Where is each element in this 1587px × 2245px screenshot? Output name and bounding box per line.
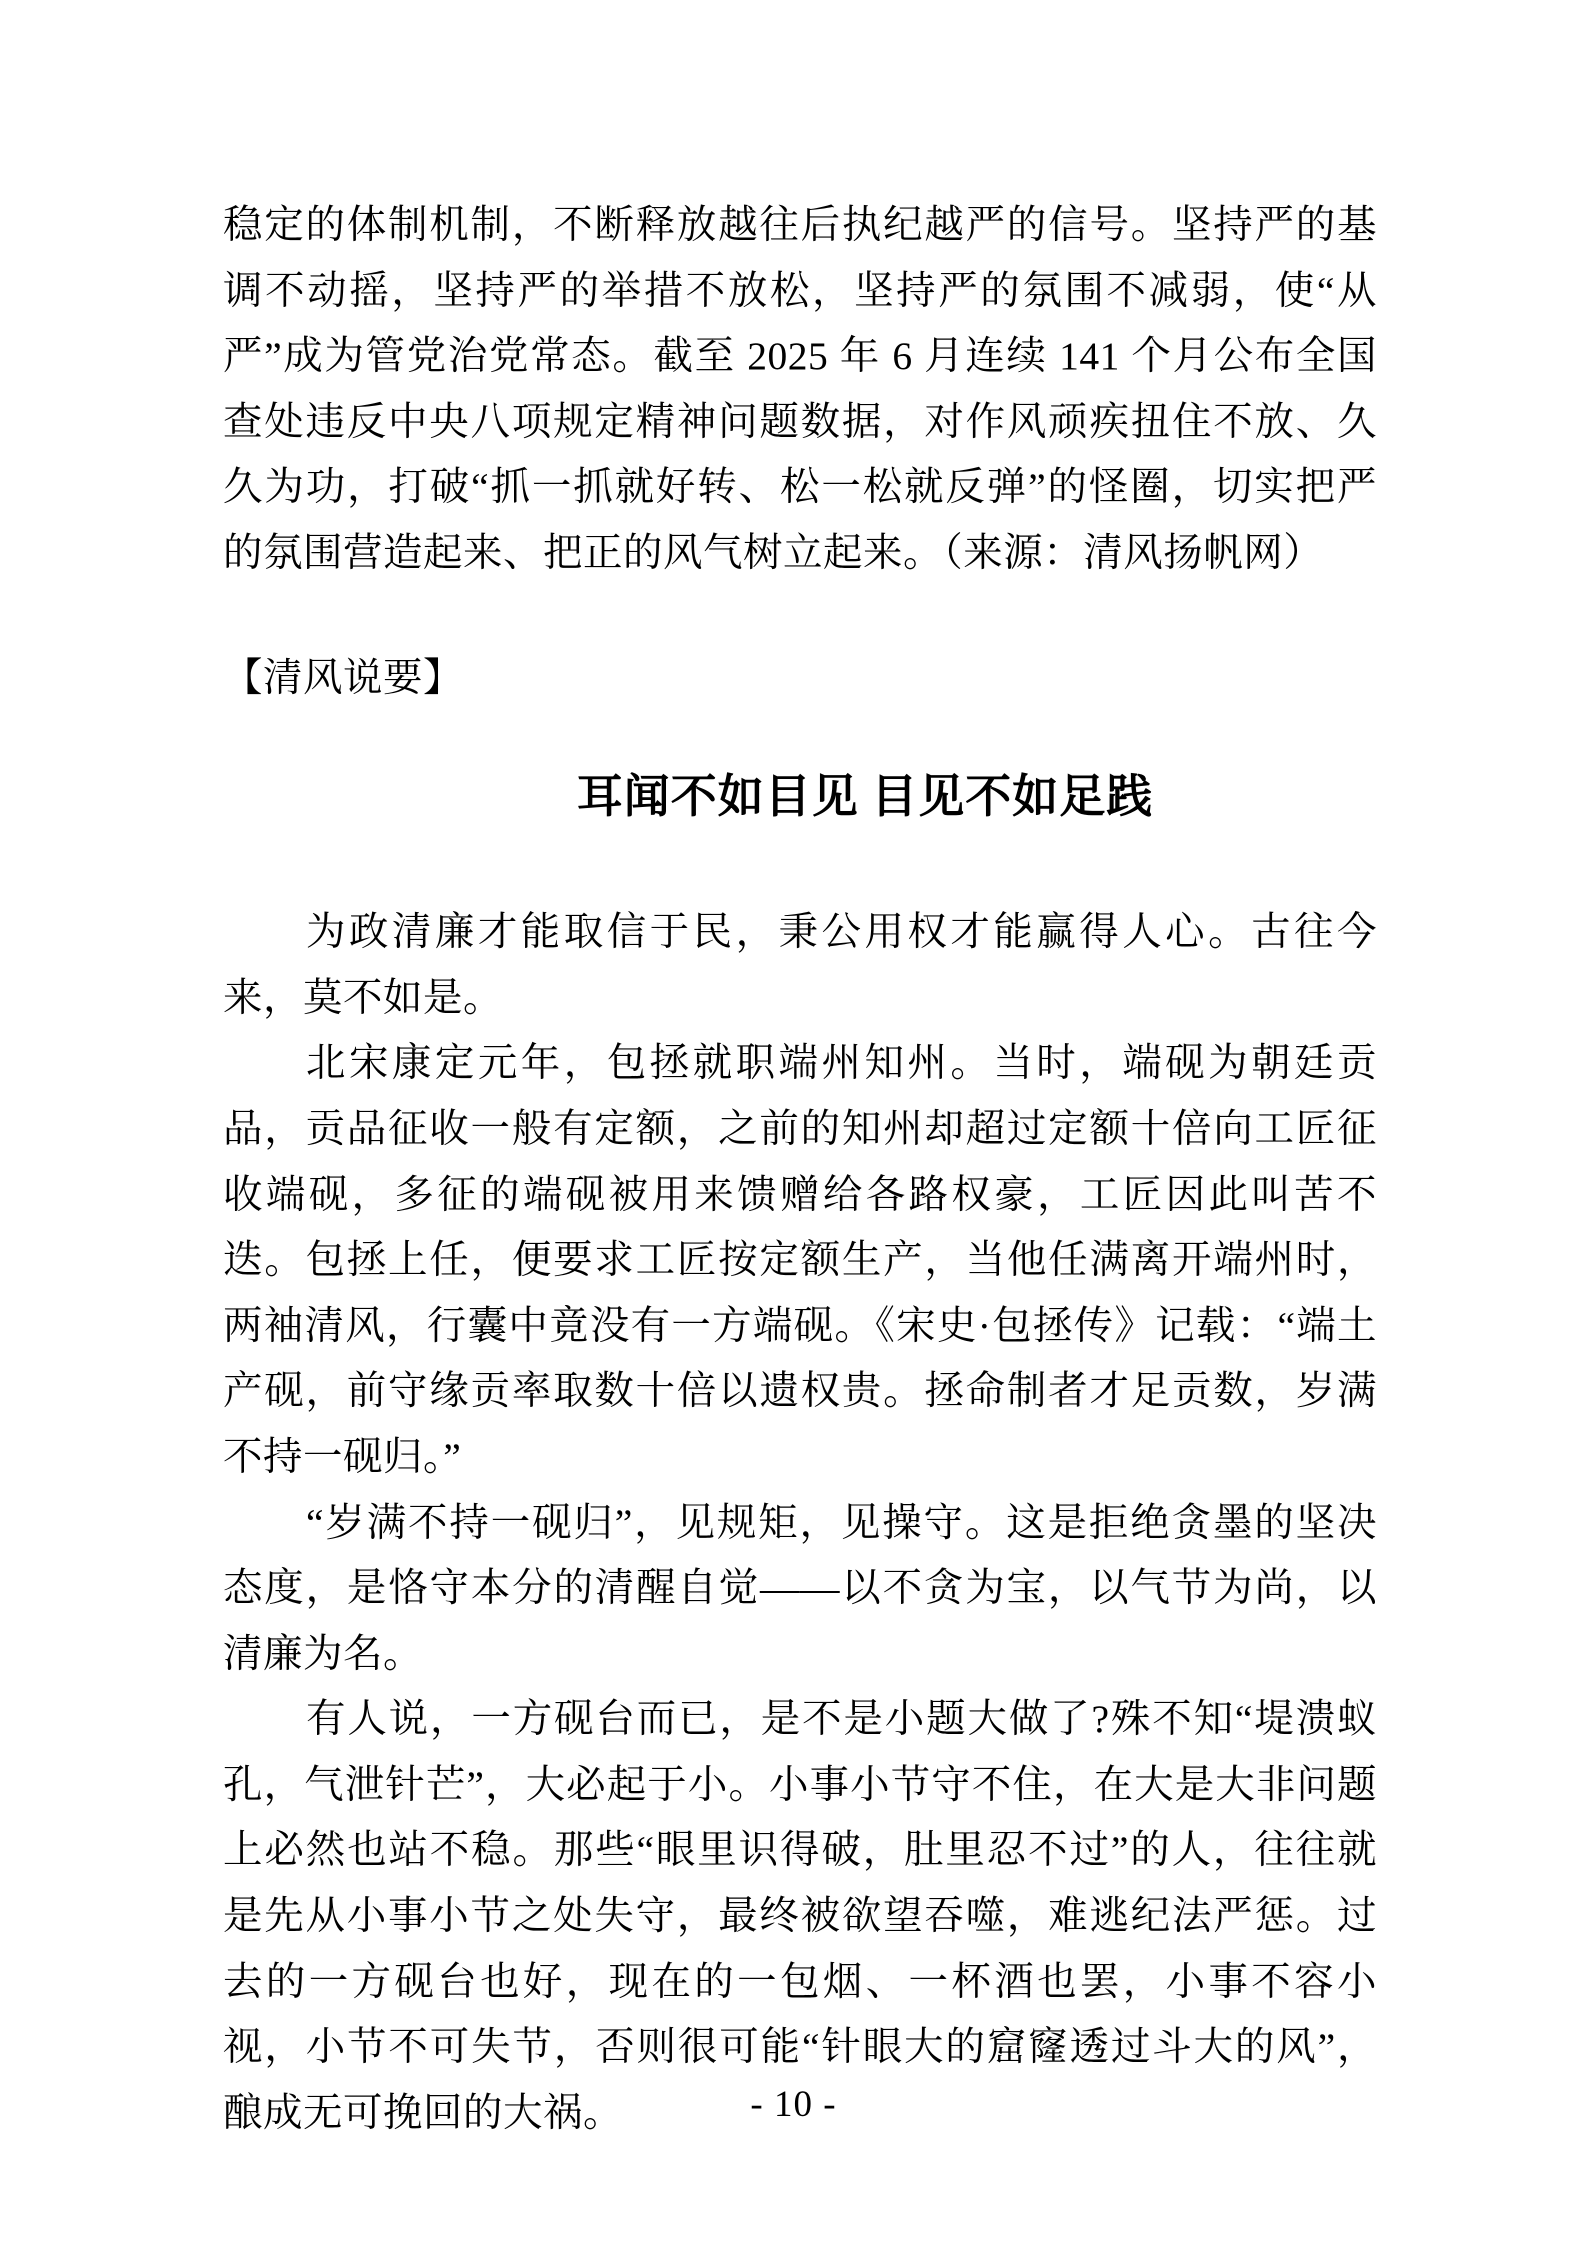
page-number: - 10 - [750, 2084, 837, 2125]
article-paragraph: 有人说，一方砚台而已，是不是小题大做了?殊不知“堤溃蚁孔，气泄针芒”，大必起于小。小事小节守不住，在大是大非问题上必然也站不稳。那些“眼里识得破，肚里忍不过”的人，往往就是先从小事小节之处失守，最终被欲望吞噬，难逃纪法严惩。过去的一方砚台也好，现在的一包烟、一杯酒也罢，小事不容小视，小节不可失节，否则很可能“针眼大的窟窿透过斗大的风”，酿成无可挽回的大祸。 [223, 1697, 1377, 2135]
section-header: 【清风说要】 [223, 655, 463, 700]
article-title: 耳闻不如目见 目见不如足践 [576, 771, 1154, 823]
page-content [223, 193, 1377, 2146]
article-paragraph: 为政清廉才能取信于民，秉公用权才能赢得人心。古往今来，莫不如是。 [223, 910, 1377, 1020]
article-paragraph: 北宋康定元年，包拯就职端州知州。当时，端砚为朝廷贡品，贡品征收一般有定额，之前的知州却超过定额十倍向工匠征收端砚，多征的端砚被用来馈赠给各路权豪，工匠因此叫苦不迭。包拯上任，便要求工匠按定额生产，当他任满离开端州时，两袖清风，行囊中竟没有一方端砚。《宋史·包拯传》记载：“端土产砚，前守缘贡率取数十倍以遗权贵。拯命制者才足贡数，岁满不持一砚归。” [223, 1041, 1377, 1479]
continued-paragraph: 稳定的体制机制，不断释放越往后执纪越严的信号。坚持严的基调不动摇，坚持严的举措不放松，坚持严的氛围不减弱，使“从严”成为管党治党常态。截至 2025 年 6 月连续 141 个月公布全国查处违反中央八项规定精神问题数据，对作风顽疾扭住不放、久久为功，打破“抓一抓就好转、松一松就反弹”的怪圈，切实把严的氛围营造起来、把正的风气树立起来。（来源：清风扬帆网） [223, 203, 1377, 575]
article-paragraph: “岁满不持一砚归”，见规矩，见操守。这是拒绝贪墨的坚决态度，是恪守本分的清醒自觉——以不贪为宝，以气节为尚，以清廉为名。 [223, 1500, 1377, 1676]
